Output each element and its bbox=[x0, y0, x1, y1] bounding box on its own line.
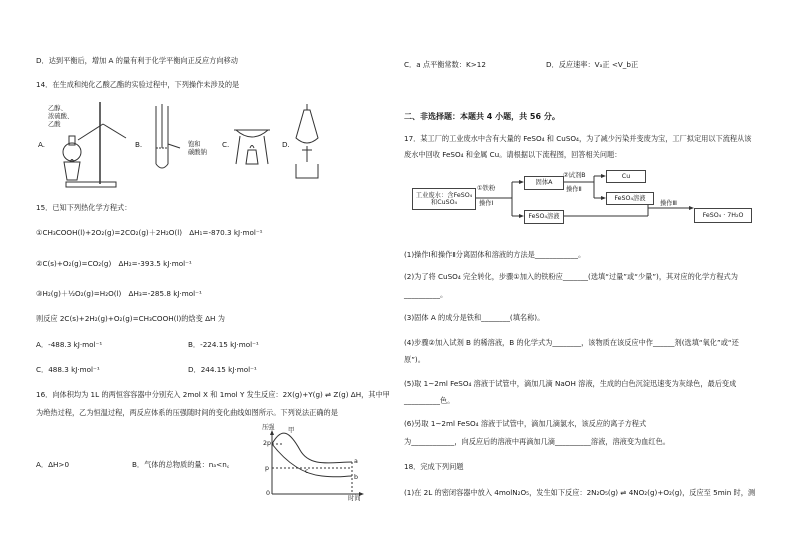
flow-operation-1: 操作Ⅰ bbox=[479, 200, 494, 207]
graph-y-label: 压强 bbox=[262, 424, 275, 431]
option-c-label: C. bbox=[222, 140, 230, 149]
flow-box-copper: Cu bbox=[606, 170, 646, 183]
q15-equation-3: ③H₂(g)＋½O₂(g)=H₂O(l) ΔH₃=-285.8 kJ·mol⁻¹ bbox=[36, 289, 202, 298]
apparatus-a-heating-flask-icon bbox=[58, 100, 128, 190]
flow-operation-2: 操作Ⅱ bbox=[566, 186, 582, 193]
option-a-label: A. bbox=[38, 140, 46, 149]
apparatus-a-label-3: 乙酸 bbox=[48, 121, 61, 128]
q17-part-4a: (4)步骤②加入试剂 B 的稀溶液，B 的化学式为________，该物质在该反应中作______剂(选填“氧化”或“还 bbox=[404, 338, 739, 347]
q17-part-2a: (2)为了将 CuSO₄ 完全转化，步骤①加入的铁粉应_______(选填“过量”或“少量”)，其对应的化学方程式为 bbox=[404, 272, 738, 281]
apparatus-d-separatory-funnel-icon bbox=[292, 104, 322, 182]
graph-point-c: c bbox=[305, 468, 309, 475]
q15-option-b: B．-224.15 kJ·mol⁻¹ bbox=[188, 340, 259, 349]
option-b-label: B. bbox=[135, 140, 143, 149]
q17-part-5b: __________色。 bbox=[404, 396, 455, 405]
graph-point-b: b bbox=[354, 474, 358, 481]
apparatus-b-test-tube-icon bbox=[150, 104, 190, 174]
q16-option-c: C．a 点平衡常数：K>12 bbox=[404, 60, 486, 69]
graph-point-a: a bbox=[354, 458, 358, 465]
graph-curve-label: 甲 bbox=[288, 427, 295, 434]
section-heading: 二、非选择题：本题共 4 小题，共 56 分。 bbox=[404, 112, 560, 121]
q15-option-a: A．-488.3 kJ·mol⁻¹ bbox=[36, 340, 103, 349]
graph-x-label: 时间 bbox=[348, 495, 361, 502]
q16-option-a: A．ΔH>0 bbox=[36, 460, 70, 469]
flow-box-industrial-wastewater: 工业废水：含FeSO₄和CuSO₄ bbox=[412, 188, 476, 210]
q15-equation-2: ②C(s)+O₂(g)=CO₂(g) ΔH₂=-393.5 kJ·mol⁻¹ bbox=[36, 259, 192, 268]
graph-tick-2p: 2p bbox=[263, 440, 272, 447]
q15-option-c: C．488.3 kJ·mol⁻¹ bbox=[36, 365, 100, 374]
q16-option-d: D．反应速率：Vₐ正 <V_b正 bbox=[546, 60, 639, 69]
q17-part-2b: __________。 bbox=[404, 290, 448, 299]
q17-part-6a: (6)另取 1~2ml FeSO₄ 溶液于试管中，滴加几滴氯水，该反应的离子方程式 bbox=[404, 419, 647, 428]
q18-part-1: (1)在 2L 的密闭容器中放入 4molN₂O₅，发生如下反应：2N₂O₅(g) ⇌ 4NO₂(g)+O₂(g)，反应至 5min 时，测 bbox=[404, 488, 756, 497]
flow-step-2-reagent-b: ②试剂B bbox=[563, 172, 586, 179]
apparatus-a-label-1: 乙醇、 bbox=[48, 105, 67, 112]
graph-tick-p: p bbox=[265, 465, 269, 472]
q18-title: 18．完成下列问题 bbox=[404, 462, 464, 471]
q15-option-d: D．244.15 kJ·mol⁻¹ bbox=[188, 365, 257, 374]
q17-stem-2: 废水中回收 FeSO₄ 和金属 Cu。请根据以下流程图，回答相关问题： bbox=[404, 150, 622, 159]
apparatus-b-label-2: 碳酸钠 bbox=[188, 149, 207, 156]
flow-box-feso4-solution-bottom: FeSO₄溶液 bbox=[524, 210, 564, 224]
q15-stem: 15．已知下列热化学方程式： bbox=[36, 203, 132, 212]
flow-box-solid-a: 固体A bbox=[524, 176, 564, 190]
q13-option-d: D．达到平衡后，增加 A 的量有利于化学平衡向正反应方向移动 bbox=[36, 56, 238, 65]
q15-ask: 则反应 2C(s)+2H₂(g)+O₂(g)=CH₃COOH(l)的焓变 ΔH 为 bbox=[36, 314, 225, 323]
graph-origin: 0 bbox=[266, 490, 271, 497]
q17-part-3: (3)固体 A 的成分是铁和________(填名称)。 bbox=[404, 313, 545, 322]
q16-stem-1: 16．向体积均为 1L 的两恒容容器中分别充入 2mol X 和 1mol Y 发生反应：2X(g)+Y(g) ⇌ Z(g) ΔH，其中甲 bbox=[36, 390, 390, 399]
flow-box-feso4-solution-top: FeSO₄溶液 bbox=[606, 192, 654, 205]
flow-step-1-iron-powder: ①铁粉 bbox=[477, 185, 496, 192]
q14-stem: 14．在生成和纯化乙酸乙酯的实验过程中，下列操作未涉及的是 bbox=[36, 80, 240, 89]
flow-box-product: FeSO₄ · 7H₂O bbox=[694, 208, 752, 223]
apparatus-c-evaporating-dish-icon bbox=[232, 118, 272, 168]
apparatus-a-label-2: 浓硫酸、 bbox=[48, 113, 74, 120]
flow-operation-3: 操作Ⅲ bbox=[660, 200, 677, 207]
q17-part-4b: 原”)。 bbox=[404, 355, 425, 364]
q17-part-1: (1)操作Ⅰ和操作Ⅱ分离固体和溶液的方法是____________。 bbox=[404, 250, 586, 259]
q17-part-6b: 为____________，向反应后的溶液中再滴加几滴__________溶液，溶液变为血红色。 bbox=[404, 437, 670, 446]
apparatus-b-label-1: 饱和 bbox=[188, 141, 201, 148]
q17-part-5a: (5)取 1~2ml FeSO₄ 溶液于试管中，滴加几滴 NaOH 溶液，生成的白色沉淀迅速变为灰绿色，最后变成 bbox=[404, 379, 737, 388]
q15-equation-1: ①CH₃COOH(l)+2O₂(g)=2CO₂(g)＋2H₂O(l) ΔH₁=-870.3 kJ·mol⁻¹ bbox=[36, 228, 263, 237]
q16-stem-2: 为绝热过程，乙为恒温过程，两反应体系的压强随时间的变化曲线如图所示。下列说法正确的是 bbox=[36, 408, 338, 417]
q17-stem-1: 17．某工厂的工业废水中含有大量的 FeSO₄ 和 CuSO₄，为了减少污染并变废为宝，工厂拟定用以下流程从该 bbox=[404, 134, 752, 143]
option-d-label: D. bbox=[282, 140, 290, 149]
q16-option-b: B．气体的总物质的量：nₐ<n꜀ bbox=[132, 460, 230, 469]
